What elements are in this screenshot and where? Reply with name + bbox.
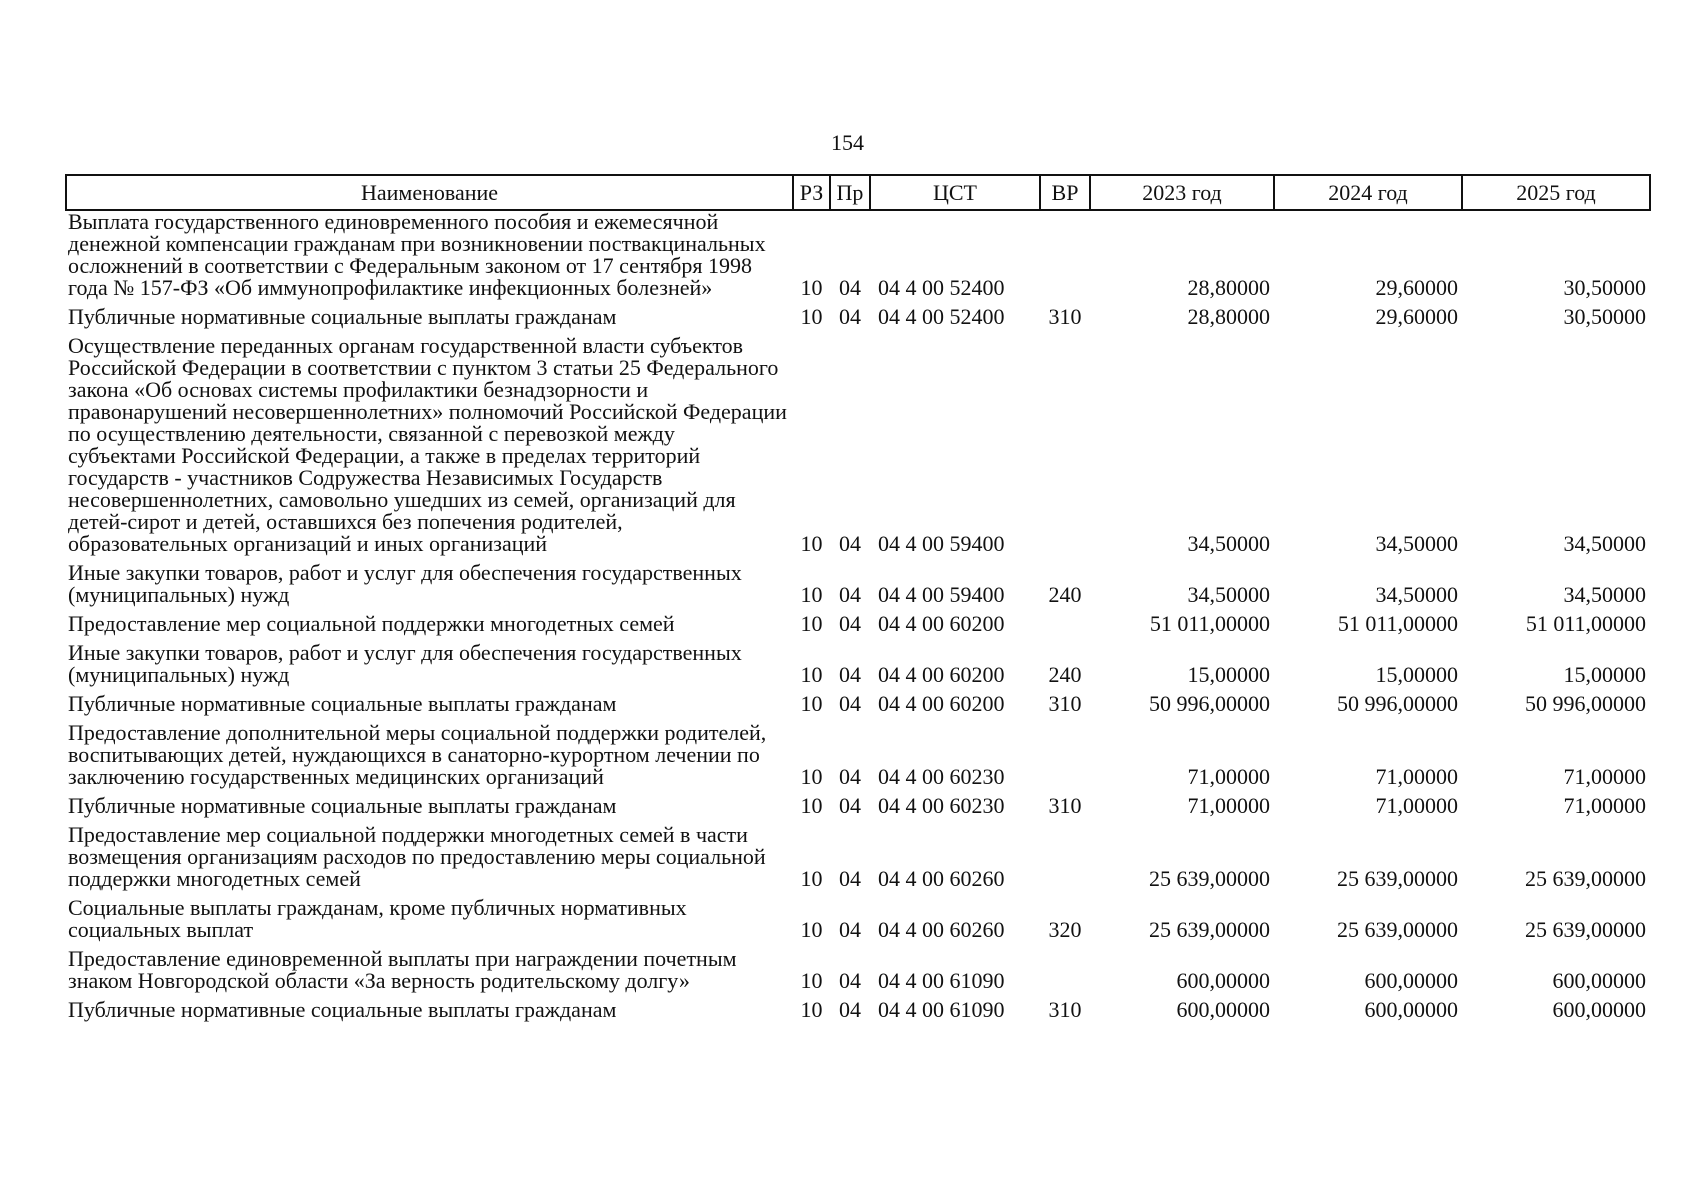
cell-rz: 10 [800, 793, 823, 818]
table-row [66, 999, 1650, 1028]
cell-2023: 51 011,00000 [1149, 611, 1270, 636]
cell-pr: 04 [839, 917, 861, 942]
cell-2023: 50 996,00000 [1149, 691, 1270, 716]
cell-2024: 50 996,00000 [1337, 691, 1458, 716]
cell-pr: 04 [839, 997, 861, 1022]
cell-cst: 04 4 00 61090 [878, 968, 1005, 993]
cell-2025: 15,00000 [1563, 662, 1646, 687]
cell-cst: 04 4 00 60200 [878, 611, 1005, 636]
cell-name: Публичные нормативные социальные выплаты гражданам [68, 793, 617, 818]
cell-2024: 29,60000 [1375, 304, 1458, 329]
cell-rz: 10 [800, 611, 823, 636]
header-name: Наименование [66, 175, 793, 210]
cell-2023: 34,50000 [1187, 531, 1270, 556]
table-row [66, 693, 1650, 722]
cell-2024: 71,00000 [1375, 793, 1458, 818]
cell-rz: 10 [800, 997, 823, 1022]
cell-vr [1040, 824, 1090, 897]
cell-name: Предоставление мер социальной поддержки многодетных семей [68, 611, 675, 636]
cell-2023: 600,00000 [1176, 997, 1270, 1022]
cell-vr [1040, 335, 1090, 562]
cell-name: Социальные выплаты гражданам, кроме публичных нормативных социальных выплат [68, 895, 687, 942]
cell-2025: 25 639,00000 [1525, 917, 1646, 942]
cell-pr: 04 [839, 764, 861, 789]
cell-cst: 04 4 00 60230 [878, 793, 1005, 818]
table-body [66, 210, 1650, 1028]
cell-rz: 10 [800, 582, 823, 607]
header-pr: Пр [830, 175, 870, 210]
cell-rz: 10 [800, 691, 823, 716]
table-row [66, 824, 1650, 897]
cell-name: Публичные нормативные социальные выплаты гражданам [68, 304, 617, 329]
cell-2024: 25 639,00000 [1337, 917, 1458, 942]
page-number: 154 [831, 130, 864, 155]
cell-pr: 04 [839, 531, 861, 556]
table-row [66, 722, 1650, 795]
cell-vr: 240 [1048, 662, 1082, 687]
header-rz: РЗ [793, 175, 830, 210]
cell-cst: 04 4 00 60200 [878, 691, 1005, 716]
cell-vr: 310 [1048, 793, 1082, 818]
cell-pr: 04 [839, 866, 861, 891]
cell-rz: 10 [800, 662, 823, 687]
cell-pr: 04 [839, 275, 861, 300]
cell-vr: 240 [1048, 582, 1082, 607]
cell-pr: 04 [839, 582, 861, 607]
header-2023: 2023 год [1090, 175, 1274, 210]
cell-2024: 29,60000 [1375, 275, 1458, 300]
cell-2025: 71,00000 [1563, 764, 1646, 789]
cell-2023: 34,50000 [1187, 582, 1270, 607]
cell-2025: 71,00000 [1563, 793, 1646, 818]
table-row [66, 613, 1650, 642]
cell-2025: 25 639,00000 [1525, 866, 1646, 891]
cell-pr: 04 [839, 968, 861, 993]
cell-rz: 10 [800, 917, 823, 942]
cell-2025: 34,50000 [1563, 531, 1646, 556]
table-row [66, 306, 1650, 335]
cell-name: Иные закупки товаров, работ и услуг для обеспечения государственных (муниципальных) нужд [68, 560, 742, 607]
table-header-row [66, 175, 1650, 210]
cell-name: Осуществление переданных органам государственной власти субъектов Российской Федерации в соответствии с пунктом 3 статьи 25 Федерального закона «Об основах системы профилактики безнадзорности и правонарушений несовершеннолетних» полномочий Российской Федерации по осуществлению деятельности, связанной с перевозкой между субъектами Российской Федерации, а также в пределах территорий государств - участников Содружества Независимых Государств несовершеннолетних, самовольно ушедших из семей, организаций для детей-сирот и детей, оставшихся без попечения родителей, образовательных организаций и иных организаций [68, 333, 787, 556]
cell-2024: 51 011,00000 [1337, 611, 1458, 636]
cell-2023: 600,00000 [1176, 968, 1270, 993]
header-2024: 2024 год [1274, 175, 1462, 210]
table-row [66, 335, 1650, 562]
cell-pr: 04 [839, 304, 861, 329]
cell-rz: 10 [800, 304, 823, 329]
cell-cst: 04 4 00 59400 [878, 531, 1005, 556]
cell-2025: 30,50000 [1563, 304, 1646, 329]
header-vr: ВР [1040, 175, 1090, 210]
cell-rz: 10 [800, 866, 823, 891]
cell-name: Иные закупки товаров, работ и услуг для обеспечения государственных (муниципальных) нужд [68, 640, 742, 687]
table-row [66, 562, 1650, 613]
cell-pr: 04 [839, 662, 861, 687]
cell-2024: 34,50000 [1375, 582, 1458, 607]
table-row [66, 795, 1650, 824]
cell-2023: 25 639,00000 [1149, 866, 1270, 891]
cell-vr: 310 [1048, 691, 1082, 716]
cell-2024: 600,00000 [1364, 968, 1458, 993]
cell-cst: 04 4 00 61090 [878, 997, 1005, 1022]
cell-2024: 25 639,00000 [1337, 866, 1458, 891]
cell-2025: 30,50000 [1563, 275, 1646, 300]
table-row [66, 897, 1650, 948]
cell-vr [1040, 210, 1090, 306]
cell-vr: 310 [1048, 304, 1082, 329]
cell-2023: 71,00000 [1187, 764, 1270, 789]
cell-2025: 50 996,00000 [1525, 691, 1646, 716]
cell-vr: 320 [1048, 917, 1082, 942]
cell-pr: 04 [839, 793, 861, 818]
cell-vr [1040, 722, 1090, 795]
table-row [66, 210, 1650, 306]
cell-2023: 25 639,00000 [1149, 917, 1270, 942]
cell-2023: 28,80000 [1187, 275, 1270, 300]
cell-pr: 04 [839, 691, 861, 716]
header-cst: ЦСТ [870, 175, 1040, 210]
cell-2023: 71,00000 [1187, 793, 1270, 818]
cell-vr: 310 [1048, 997, 1082, 1022]
cell-2024: 34,50000 [1375, 531, 1458, 556]
cell-name: Предоставление единовременной выплаты при награждении почетным знаком Новгородской области «За верность родительскому долгу» [68, 946, 737, 993]
budget-table [65, 174, 1651, 1028]
cell-name: Публичные нормативные социальные выплаты гражданам [68, 997, 617, 1022]
cell-rz: 10 [800, 968, 823, 993]
cell-cst: 04 4 00 60200 [878, 662, 1005, 687]
cell-cst: 04 4 00 52400 [878, 275, 1005, 300]
cell-2024: 71,00000 [1375, 764, 1458, 789]
cell-2023: 28,80000 [1187, 304, 1270, 329]
cell-2025: 51 011,00000 [1525, 611, 1646, 636]
cell-cst: 04 4 00 60230 [878, 764, 1005, 789]
cell-2025: 600,00000 [1552, 968, 1646, 993]
header-2025: 2025 год [1462, 175, 1650, 210]
cell-cst: 04 4 00 59400 [878, 582, 1005, 607]
table-row [66, 642, 1650, 693]
cell-2024: 600,00000 [1364, 997, 1458, 1022]
cell-2025: 34,50000 [1563, 582, 1646, 607]
cell-pr: 04 [839, 611, 861, 636]
cell-rz: 10 [800, 531, 823, 556]
cell-cst: 04 4 00 52400 [878, 304, 1005, 329]
cell-name: Предоставление дополнительной меры социальной поддержки родителей, воспитывающих детей, нуждающихся в санаторно-курортном лечении по заключению государственных медицинских организаций [68, 720, 767, 789]
cell-name: Публичные нормативные социальные выплаты гражданам [68, 691, 617, 716]
cell-rz: 10 [800, 275, 823, 300]
cell-2025: 600,00000 [1552, 997, 1646, 1022]
cell-name: Предоставление мер социальной поддержки многодетных семей в части возмещения организациям расходов по предоставлению меры социальной поддержки многодетных семей [68, 822, 766, 891]
cell-cst: 04 4 00 60260 [878, 917, 1005, 942]
cell-vr [1040, 613, 1090, 642]
cell-vr [1040, 948, 1090, 999]
cell-rz: 10 [800, 764, 823, 789]
cell-cst: 04 4 00 60260 [878, 866, 1005, 891]
cell-2023: 15,00000 [1187, 662, 1270, 687]
cell-2024: 15,00000 [1375, 662, 1458, 687]
table-row [66, 948, 1650, 999]
cell-name: Выплата государственного единовременного пособия и ежемесячной денежной компенсации гражданам при возникновении поствакцинальных осложнений в соответствии с Федеральным законом от 17 сентября 1998 года № 157-ФЗ «Об иммунопрофилактике инфекционных болезней» [68, 209, 766, 300]
